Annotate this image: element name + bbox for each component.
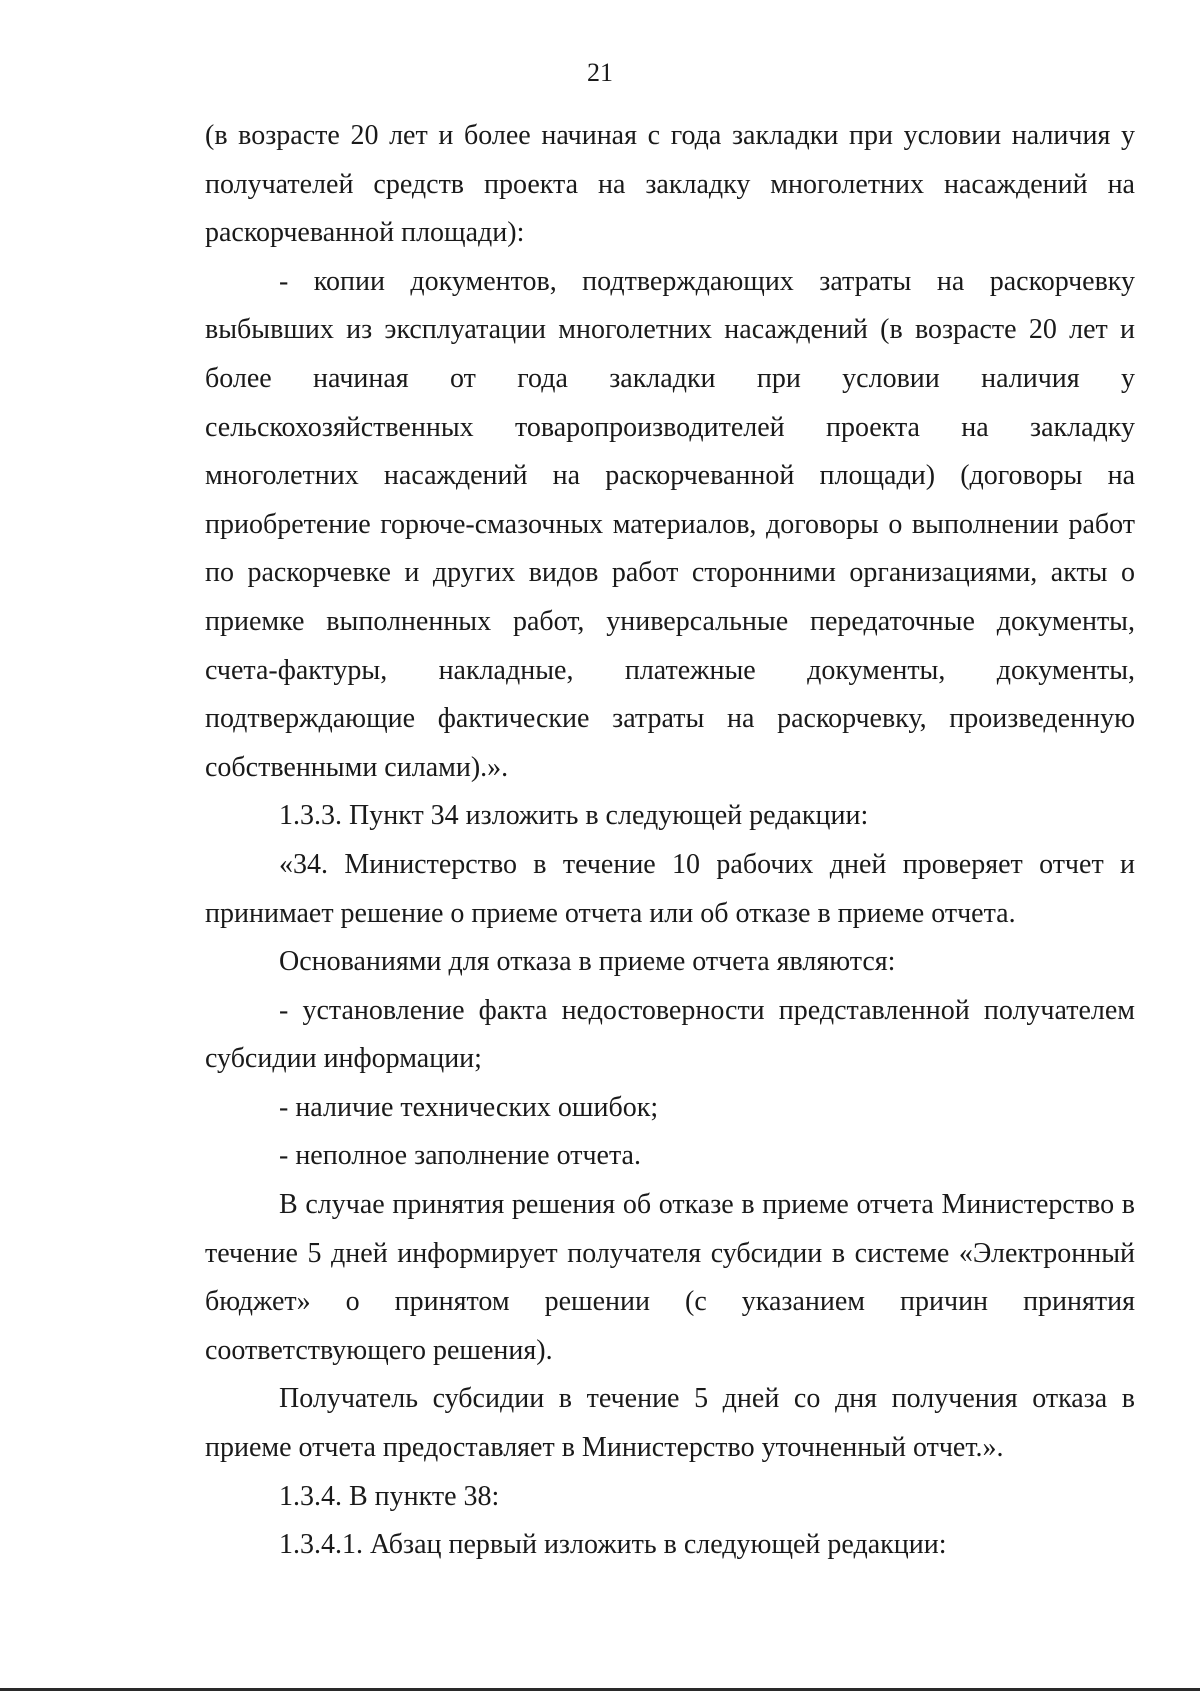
paragraph-ground-technical-errors: - наличие технических ошибок; [279,1091,659,1123]
paragraph-corrected-report: Получатель субсидии в течение 5 дней со дня получения отказа в приеме отчета предоставляет в Министерство уточненный отчет.». [205,1383,1135,1464]
paragraph-grounds-heading: Основаниями для отказа в приеме отчета являются: [279,946,896,978]
paragraph-refusal-notification: В случае принятия решения об отказе в приеме отчета Министерство в течение 5 дней информирует получателя субсидии в системе «Электронный бюджет» о принятом решении (с указанием причин принятия соответствующего решения). [205,1189,1135,1366]
paragraph-clause-34: «34. Министерство в течение 10 рабочих дней проверяет отчет и принимает решение о приеме отчета или об отказе в приеме отчета. [205,848,1135,929]
paragraph-documents-list: - копии документов, подтверждающих затраты на раскорчевку выбывших из эксплуатации многолетних насаждений (в возрасте 20 лет и более начиная от года закладки при условии наличия у сельскохозяйственных товаропроизводителей проекта на закладку многолетних насаждений на раскорчеванной площади) (договоры на приобретение горюче-смазочных материалов, договоры о выполнении работ по раскорчевке и других видов работ сторонними организациями, акты о приемке выполненных работ, универсальные передаточные документы, счета-фактуры, накладные, платежные документы, документы, подтверждающие фактические затраты на раскорчевку, произведенную собственными силами).». [205,265,1135,783]
paragraph-ground-incomplete-report: - неполное заполнение отчета. [279,1140,641,1172]
paragraph-ground-unreliable-info: - установление факта недостоверности представленной получателем субсидии информации; [205,994,1135,1075]
paragraph-clause-1-3-3: 1.3.3. Пункт 34 изложить в следующей редакции: [279,800,869,832]
paragraph-clause-1-3-4-1: 1.3.4.1. Абзац первый изложить в следующей редакции: [279,1529,947,1561]
page-number: 21 [587,58,613,87]
page-bottom-rule [0,1688,1200,1691]
document-body [205,112,1135,1570]
paragraph-clause-1-3-4: 1.3.4. В пункте 38: [279,1480,500,1512]
paragraph-continuation: (в возрасте 20 лет и более начиная с года закладки при условии наличия у получателей средств проекта на закладку многолетних насаждений на раскорчеванной площади): [205,120,1135,249]
